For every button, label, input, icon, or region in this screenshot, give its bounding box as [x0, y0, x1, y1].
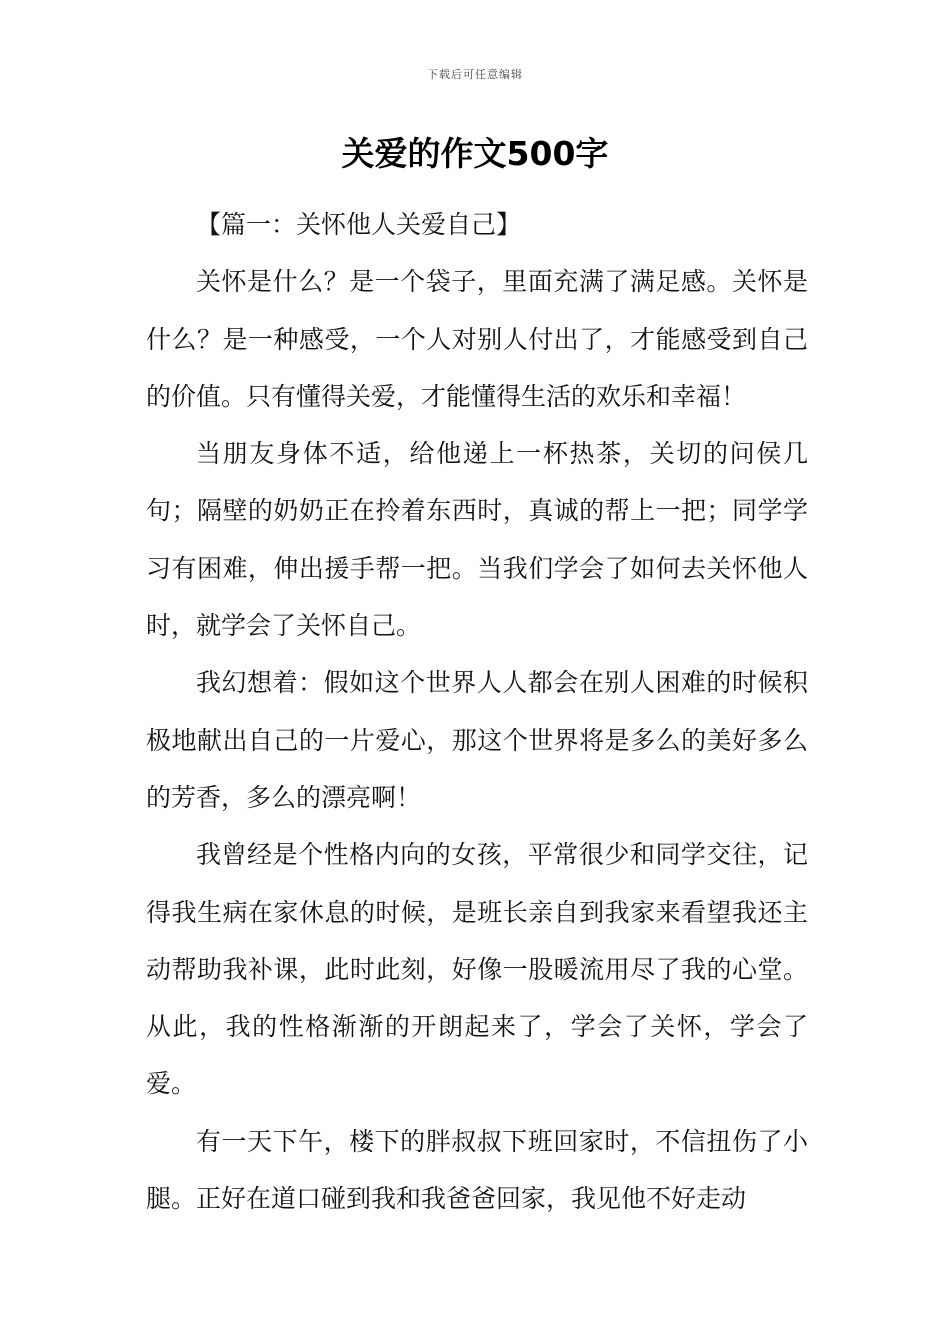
header-note: 下载后可任意编辑	[427, 68, 523, 81]
paragraph-1: 关怀是什么？是一个袋子，里面充满了满足感。关怀是什么？是一种感受，一个人对别人付出了，才能感受到自己的价值。只有懂得关爱，才能懂得生活的欢乐和幸福！	[146, 267, 808, 411]
document-title: 关爱的作文500字	[341, 134, 609, 173]
paragraph-3: 我幻想着：假如这个世界人人都会在别人困难的时候积极地献出自己的一片爱心，那这个世界将是多么的美好多么的芳香，多么的漂亮啊！	[146, 668, 808, 812]
paragraph-5: 有一天下午，楼下的胖叔叔下班回家时，不信扭伤了小腿。正好在道口碰到我和我爸爸回家，我见他不好走动	[146, 1126, 808, 1214]
paragraph-4: 我曾经是个性格内向的女孩，平常很少和同学交往，记得我生病在家休息的时候，是班长亲自到我家来看望我还主动帮助我补课，此时此刻，好像一股暖流用尽了我的心堂。从此，我的性格渐渐的开朗起来了，学会了关怀，学会了爱。	[146, 840, 808, 1099]
paragraph-2: 当朋友身体不适，给他递上一杯热茶，关切的问侯几句；隔壁的奶奶正在拎着东西时，真诚的帮上一把；同学学习有困难，伸出援手帮一把。当我们学会了如何去关怀他人时，就学会了关怀自己。	[146, 439, 808, 641]
section-heading: 【篇一：关怀他人关爱自己】	[196, 210, 522, 239]
document-body	[146, 196, 808, 1227]
